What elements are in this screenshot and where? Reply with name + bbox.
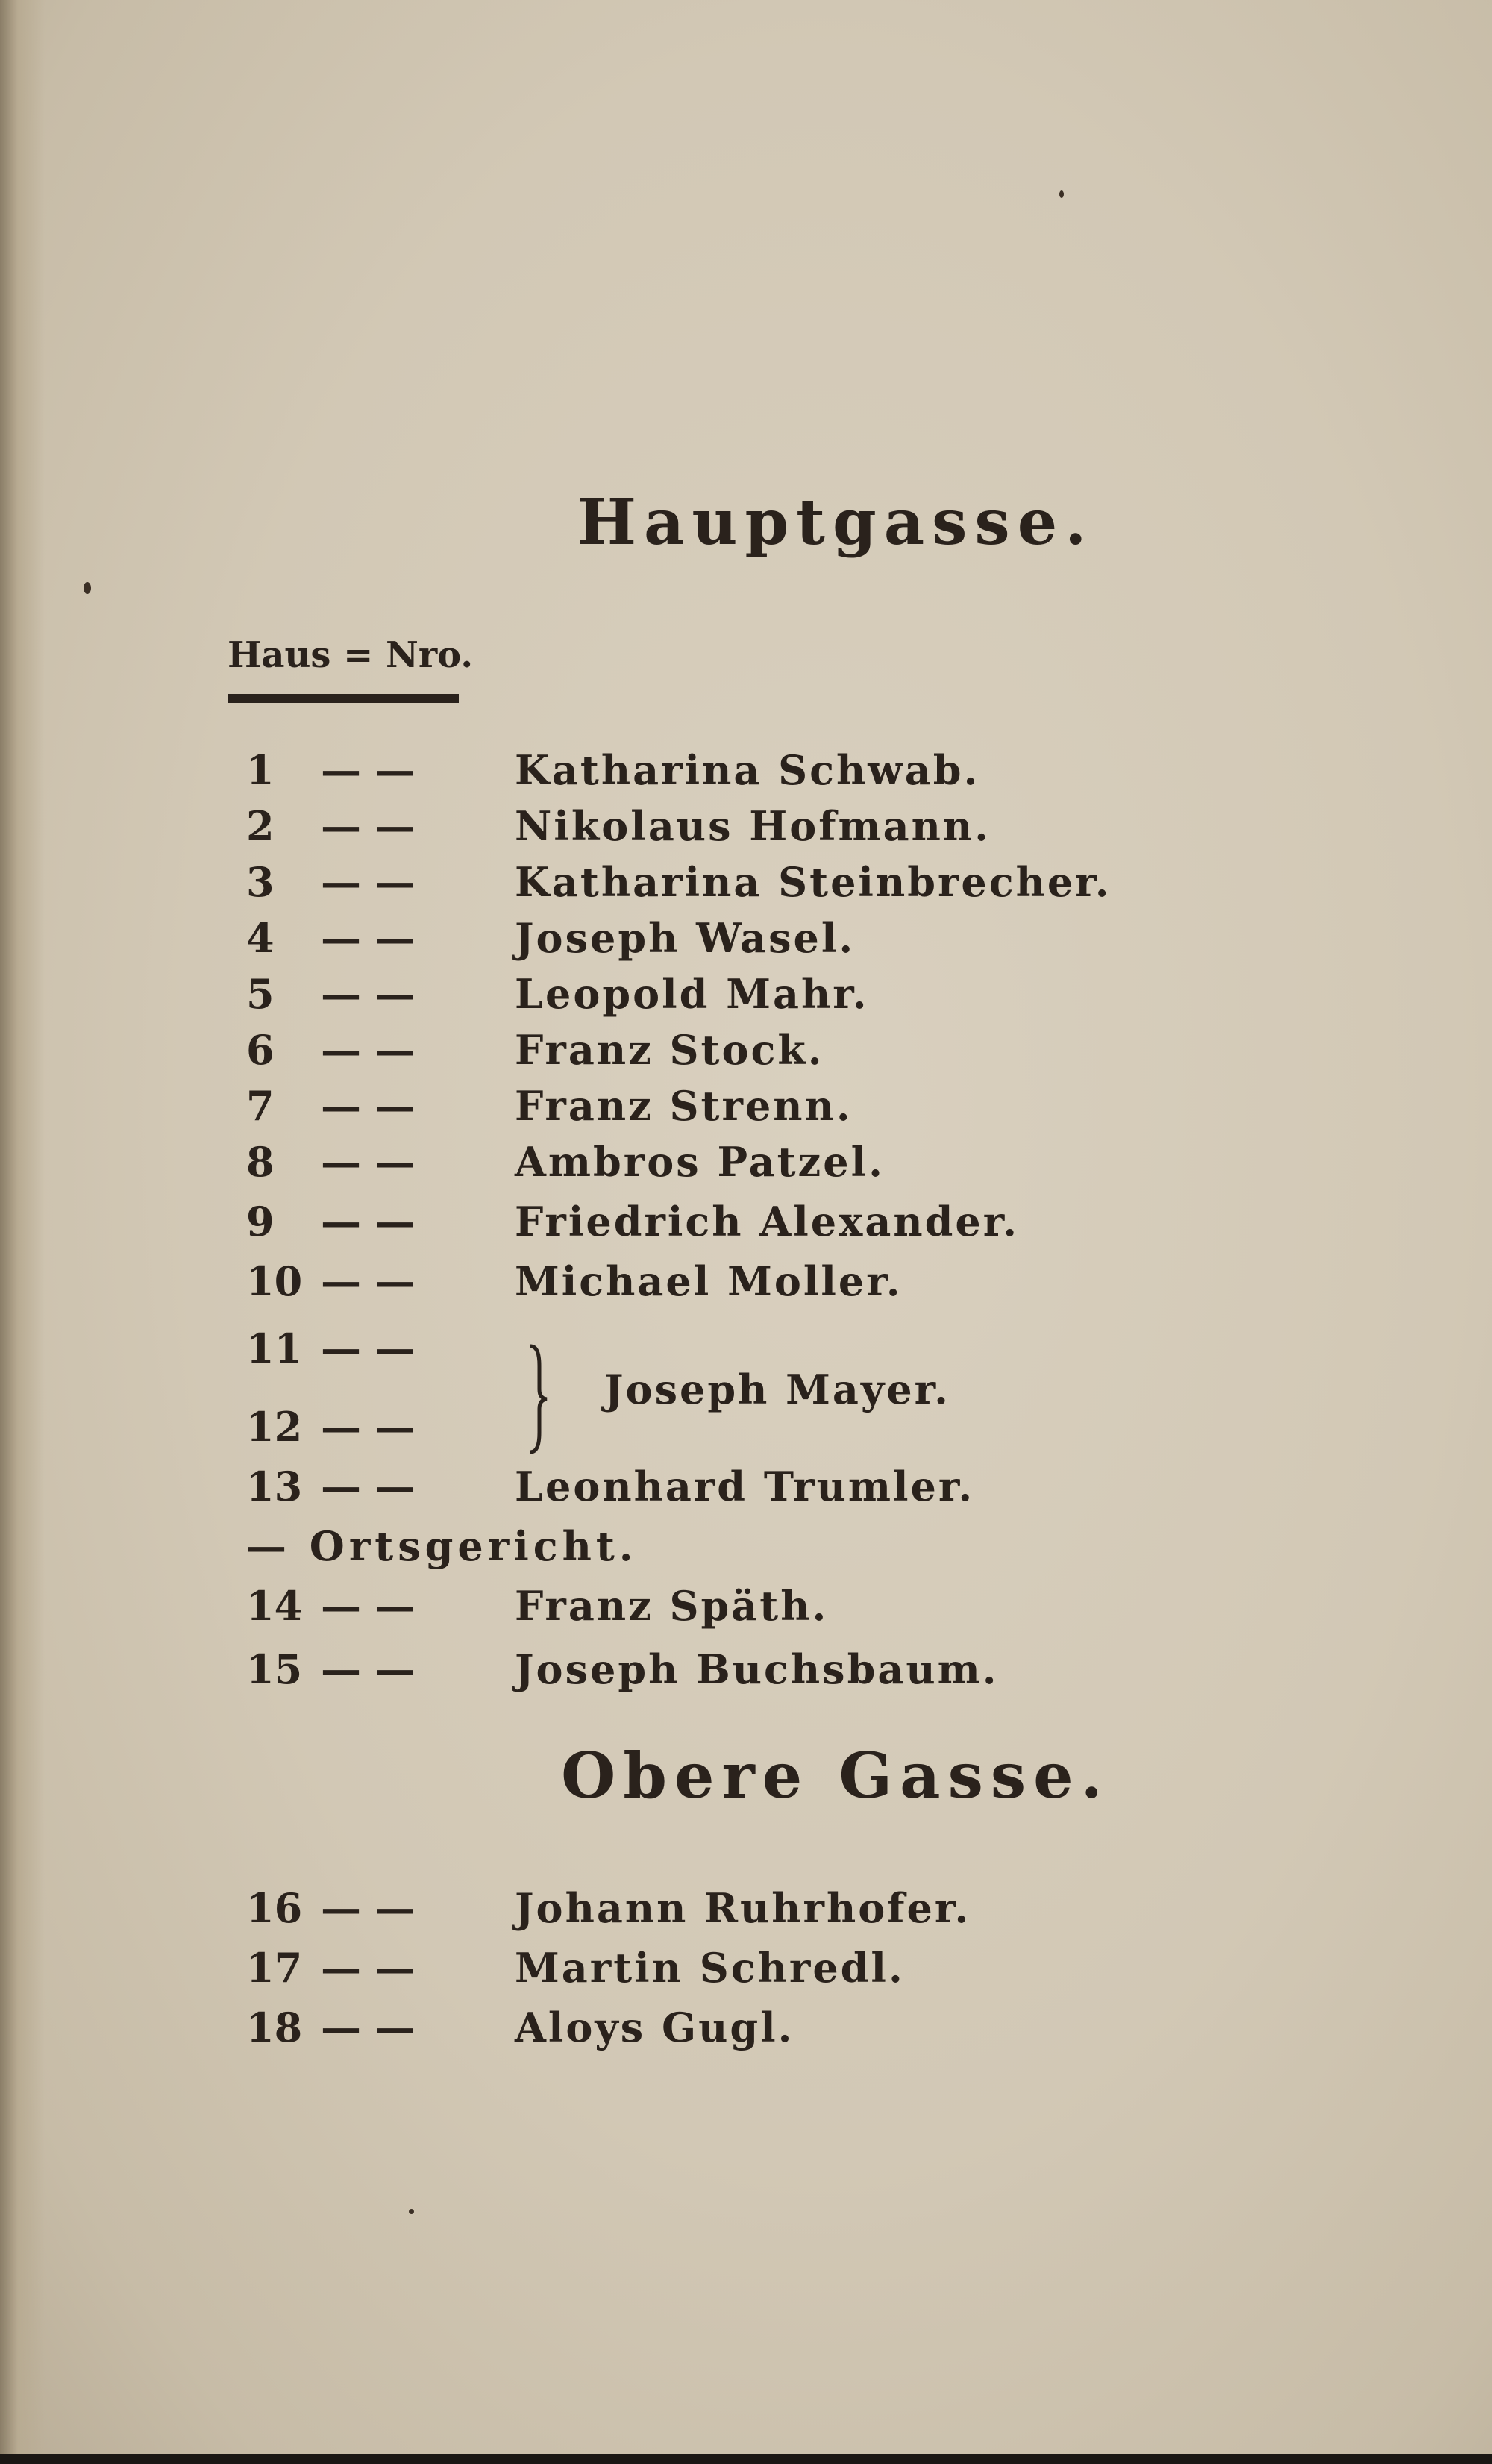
house-number: 1 [246,746,275,794]
resident-name: Leopold Mahr. [515,970,869,1018]
ink-speck [1059,190,1064,198]
dash: — — [321,858,416,906]
resident-name: Ambros Patzel. [515,1138,885,1186]
resident-name: Michael Moller. [515,1257,903,1305]
heading-obere-gasse: Obere Gasse. [561,1739,1110,1813]
dash: — — [321,914,416,962]
resident-name: Franz Strenn. [515,1082,853,1130]
house-number: 12 [246,1403,303,1451]
dash: — — [321,2004,416,2051]
resident-name: Leonhard Trumler. [515,1463,975,1510]
house-number: 3 [246,858,275,906]
dash: — — [321,1944,416,1992]
resident-name: Joseph Wasel. [515,914,856,962]
dash: — — [321,1257,416,1305]
dash: — — [321,1138,416,1186]
house-number: 10 [246,1257,303,1305]
resident-name: Katharina Schwab. [515,746,980,794]
house-number: 8 [246,1138,275,1186]
resident-name: Aloys Gugl. [515,2004,794,2051]
house-number: 17 [246,1944,303,1992]
dash: — — [321,1403,416,1451]
dash: — — [321,1884,416,1932]
resident-name: Franz Stock. [515,1026,824,1074]
dash: — — [321,970,416,1018]
house-number: 14 [246,1582,303,1630]
page-edge [0,2454,1492,2464]
dash: — — [321,1325,416,1372]
house-number: 13 [246,1463,303,1510]
house-number: 15 [246,1645,303,1693]
resident-name: Martin Schredl. [515,1944,905,1992]
dash: — — [321,746,416,794]
resident-name: Franz Späth. [515,1582,829,1630]
header-underline [228,694,459,703]
ink-speck [409,2209,414,2214]
dash: — — [321,1645,416,1693]
resident-name: Johann Ruhrhofer. [515,1884,971,1932]
resident-name: Joseph Buchsbaum. [515,1645,999,1693]
dash: — — [321,1082,416,1130]
column-header-house-number: Haus = Nro. [228,634,474,676]
resident-name-shared: Joseph Mayer. [604,1366,950,1413]
house-number: 7 [246,1082,275,1130]
house-number: 2 [246,802,275,850]
house-number: 11 [246,1325,303,1372]
house-number: 9 [246,1198,275,1245]
heading-hauptgasse: Hauptgasse. [577,485,1094,559]
section-label-ortsgericht: — Ortsgericht. [246,1522,638,1570]
dash: — — [321,1582,416,1630]
curly-brace [526,1343,548,1455]
house-number: 16 [246,1884,303,1932]
dash: — — [321,1198,416,1245]
house-number: 4 [246,914,275,962]
resident-name: Katharina Steinbrecher. [515,858,1112,906]
dash: — — [321,802,416,850]
dash: — — [321,1026,416,1074]
house-number: 6 [246,1026,275,1074]
resident-name: Friedrich Alexander. [515,1198,1019,1245]
resident-name: Nikolaus Hofmann. [515,802,991,850]
house-number: 18 [246,2004,303,2051]
dash: — — [321,1463,416,1510]
ink-speck [84,582,91,594]
house-number: 5 [246,970,275,1018]
